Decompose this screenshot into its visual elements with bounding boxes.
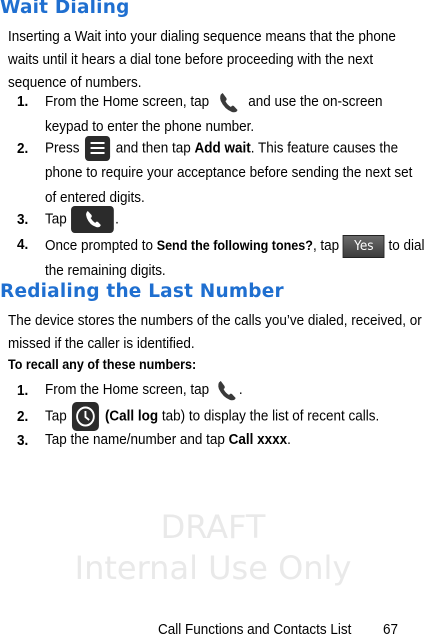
- wait-dialing-intro: Inserting a Wait into your dialing sequence means that the phone waits until it hears a dial tone before proceeding with the next sequence of numbers.: [8, 29, 396, 91]
- clock-icon: [72, 402, 99, 431]
- footer-section-name: Call Functions and Contacts List: [158, 622, 352, 638]
- recall-step-2-text: [45, 402, 426, 431]
- step-number: 3.: [17, 433, 29, 449]
- step-number: 3.: [17, 212, 29, 228]
- menu-key-icon: [85, 136, 110, 161]
- watermark-internal-use: Internal Use Only: [74, 549, 352, 587]
- call-xxxx-label: Call xxxx: [228, 432, 288, 448]
- step-number: 4.: [17, 237, 29, 253]
- recall-step-1-text: [45, 377, 426, 403]
- step-text: .: [238, 381, 243, 398]
- phone-icon: [213, 377, 239, 403]
- step-text: tab) to display the list of recent calls.: [161, 408, 380, 425]
- call-log-label: (Call log: [104, 408, 159, 425]
- step-text: to dial the remaining digits.: [45, 238, 425, 279]
- step-text: From the Home screen, tap: [45, 381, 210, 398]
- step-text: Press: [45, 140, 80, 157]
- section-title-wait-dialing: Wait Dialing: [0, 0, 130, 18]
- step-text: Tap: [45, 211, 67, 228]
- recall-subheading: To recall any of these numbers:: [8, 357, 197, 372]
- step-text: .: [115, 211, 119, 228]
- step-number: 1.: [17, 383, 29, 399]
- call-button-icon: [71, 206, 114, 233]
- step-2-text: [45, 136, 426, 211]
- step-text: . This feature causes the phone to require your acceptance before sending the next set of entered digits.: [45, 140, 413, 207]
- step-4-text: [45, 233, 426, 284]
- redialing-intro: The device stores the numbers of the calls you’ve dialed, received, or missed if the caller is identified.: [8, 313, 422, 352]
- add-wait-label: Add wait: [194, 140, 251, 157]
- yes-button-image: Yes: [343, 235, 385, 258]
- step-text: .: [287, 432, 291, 448]
- send-tones-prompt: Send the following tones?: [156, 238, 313, 253]
- step-text: Tap the name/number and tap: [45, 432, 225, 448]
- step-text: and then tap: [115, 140, 191, 157]
- section-title-redialing: Redialing the Last Number: [0, 281, 284, 302]
- step-number: 2.: [17, 141, 29, 157]
- page-number: 67: [383, 622, 399, 638]
- step-text: Tap: [45, 408, 67, 425]
- step-1-text: [45, 89, 426, 140]
- watermark-draft: DRAFT: [160, 508, 266, 546]
- step-number: 1.: [17, 94, 29, 110]
- phone-icon: [215, 89, 243, 115]
- step-3-text: [45, 206, 426, 233]
- step-text: and use the on-screen keypad to enter the phone number.: [45, 93, 383, 135]
- step-text: Once prompted to: [45, 238, 153, 254]
- step-text: From the Home screen, tap: [45, 93, 210, 110]
- step-number: 2.: [17, 409, 29, 425]
- step-text: , tap: [312, 238, 340, 254]
- recall-step-3-text: [45, 428, 426, 453]
